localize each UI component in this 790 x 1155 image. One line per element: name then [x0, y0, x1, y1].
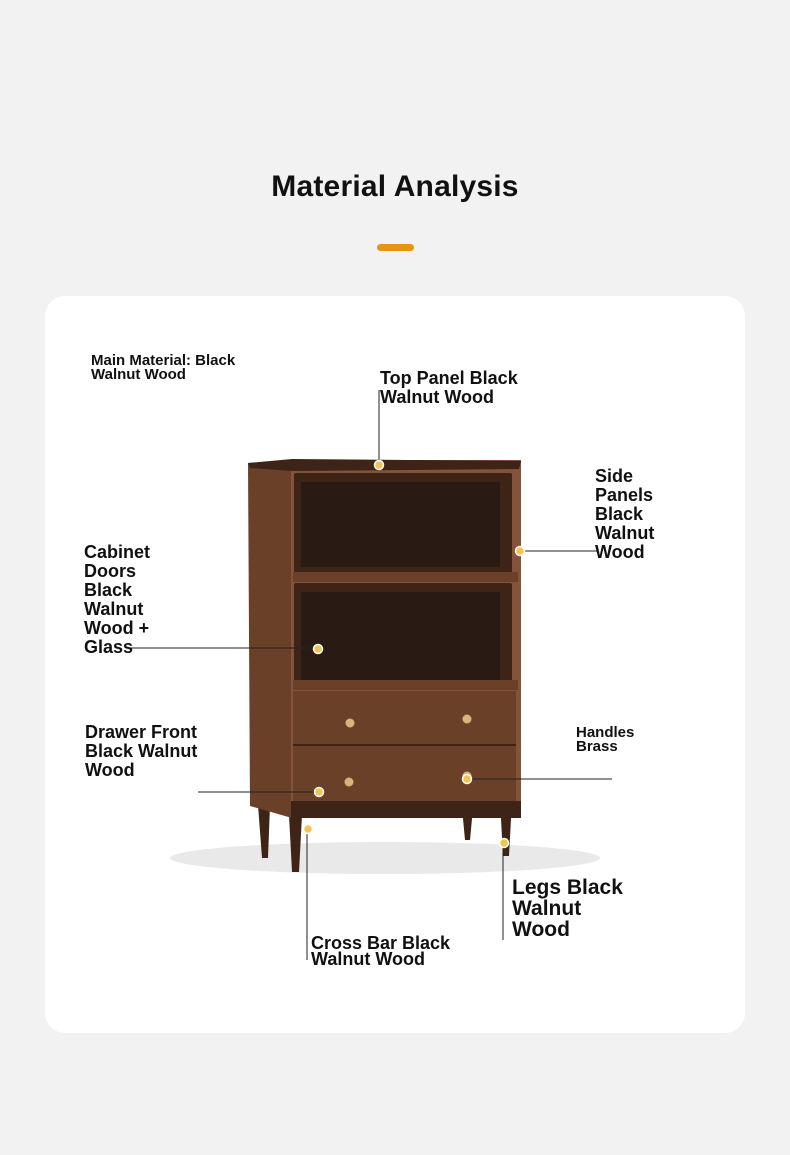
label-cross-bar: Cross Bar Black Walnut Wood — [311, 933, 451, 969]
label-legs: Legs Black Walnut Wood — [512, 876, 623, 941]
cabinet-base-rail — [291, 801, 521, 818]
label-main-material: Main Material: Black Walnut Wood — [91, 352, 236, 383]
marker-cabinet-doors — [314, 645, 323, 654]
drawer-top — [293, 691, 516, 745]
page-title: Material Analysis — [271, 170, 519, 203]
upper-door-glass — [301, 482, 500, 567]
marker-cross-bar — [304, 825, 313, 834]
label-handles: Handles Brass — [576, 724, 635, 755]
label-cabinet-doors: Cabinet Doors Black Walnut Wood + Glass — [84, 542, 151, 657]
label-side-panels: Side Panels Black Walnut Wood — [595, 466, 655, 562]
floor-shadow — [170, 842, 600, 874]
drawer-bottom — [293, 745, 516, 801]
label-top-panel: Top Panel Black Walnut Wood — [380, 368, 518, 407]
knob-top-left — [346, 719, 355, 728]
knob-top-right — [463, 715, 472, 724]
knob-bottom-left — [345, 778, 354, 787]
lower-door-glass — [301, 592, 500, 680]
marker-handles — [463, 775, 472, 784]
label-drawer-front: Drawer Front Black Walnut Wood — [85, 722, 198, 780]
marker-side-panels — [516, 547, 525, 556]
shelf-rail-2 — [293, 680, 518, 690]
marker-top-panel — [375, 461, 384, 470]
marker-legs — [500, 839, 509, 848]
shelf-rail-1 — [293, 572, 518, 582]
marker-drawer-front — [315, 788, 324, 797]
cabinet-top-panel — [248, 459, 521, 471]
cabinet-side-panel — [248, 460, 292, 818]
